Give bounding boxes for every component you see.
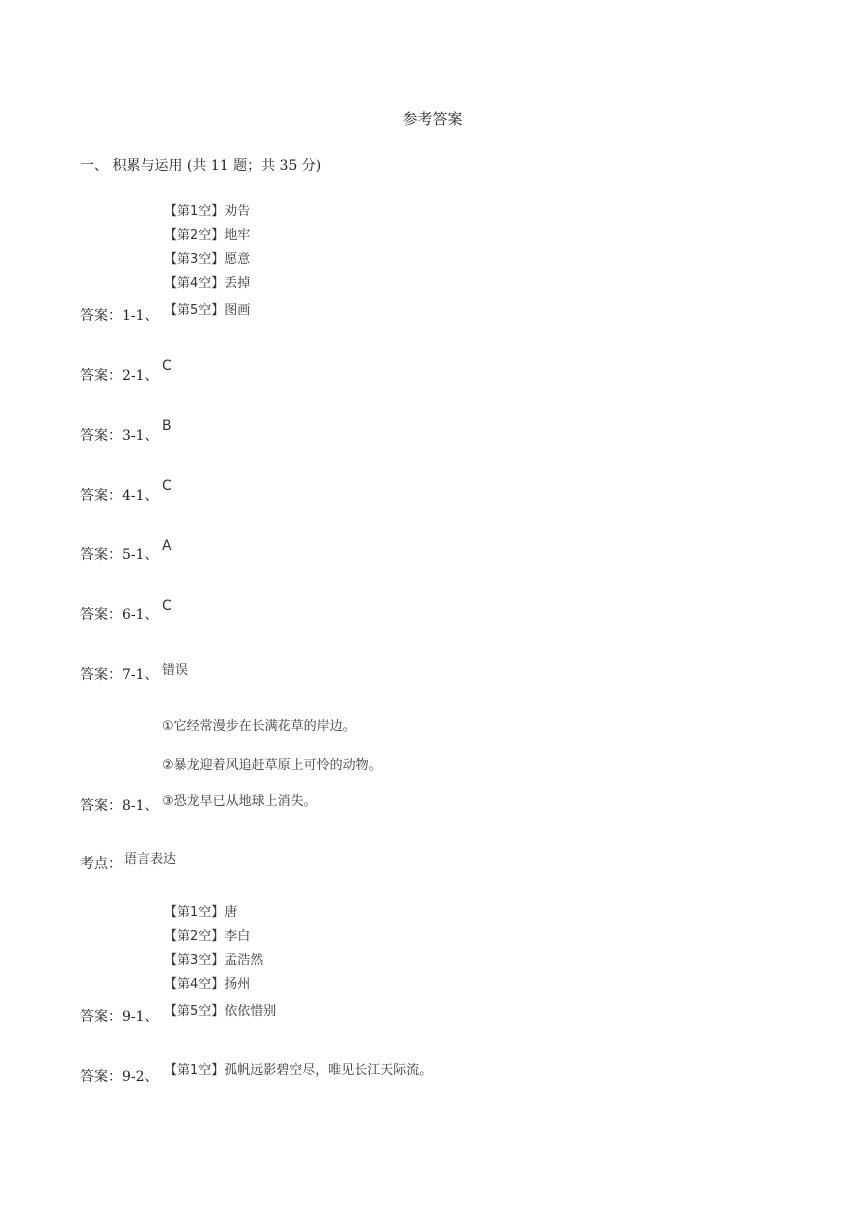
answer-label-8-1: 答案：8-1、	[80, 798, 159, 814]
answer-2-1: C	[162, 358, 172, 374]
answer-8-1-line-3: ③恐龙早已从地球上消失。	[162, 794, 317, 809]
blank-4: 【第4空】丢掉	[164, 276, 251, 291]
kaodian-label: 考点：	[80, 856, 122, 872]
answer-6-1: C	[162, 598, 172, 614]
blank-5: 【第5空】图画	[164, 303, 251, 318]
answer-label-5-1: 答案：5-1、	[80, 547, 159, 563]
blank-3: 【第3空】孟浩然	[164, 953, 264, 968]
answer-label-9-1: 答案：9-1、	[80, 1009, 159, 1025]
page-title: 参考答案	[402, 110, 463, 128]
answer-3-1: B	[162, 418, 172, 434]
answer-4-1: C	[162, 478, 172, 494]
answer-9-2: 【第1空】孤帆远影碧空尽，唯见长江天际流。	[164, 1063, 433, 1078]
blank-2: 【第2空】李白	[164, 929, 251, 944]
answer-9-1-blanks	[164, 901, 263, 997]
answer-1-1-blanks	[164, 200, 250, 296]
answer-8-1-line-2: ②暴龙迎着风追赶草原上可怜的动物。	[162, 758, 382, 773]
section-heading: 一、 积累与运用 (共 11 题；共 35 分)	[80, 158, 322, 174]
answer-7-1: 错误	[162, 663, 189, 678]
answer-8-1-line-1: ①它经常漫步在长满花草的岸边。	[162, 719, 356, 734]
blank-2: 【第2空】地牢	[164, 228, 251, 243]
kaodian-value: 语言表达	[124, 852, 177, 867]
blank-1: 【第1空】唐	[164, 905, 238, 920]
answer-label-9-2: 答案：9-2、	[80, 1069, 159, 1085]
blank-4: 【第4空】扬州	[164, 977, 251, 992]
blank-3: 【第3空】愿意	[164, 252, 251, 267]
blank-1: 【第1空】劝告	[164, 204, 251, 219]
answer-label-2-1: 答案：2-1、	[80, 368, 159, 384]
answer-label-3-1: 答案：3-1、	[80, 428, 159, 444]
answer-5-1: A	[162, 538, 172, 554]
answer-label-4-1: 答案：4-1、	[80, 488, 159, 504]
answer-label-6-1: 答案：6-1、	[80, 607, 159, 623]
answer-label-1-1: 答案：1-1、	[80, 308, 159, 324]
blank-5: 【第5空】依依惜别	[164, 1004, 277, 1019]
answer-label-7-1: 答案：7-1、	[80, 667, 159, 683]
